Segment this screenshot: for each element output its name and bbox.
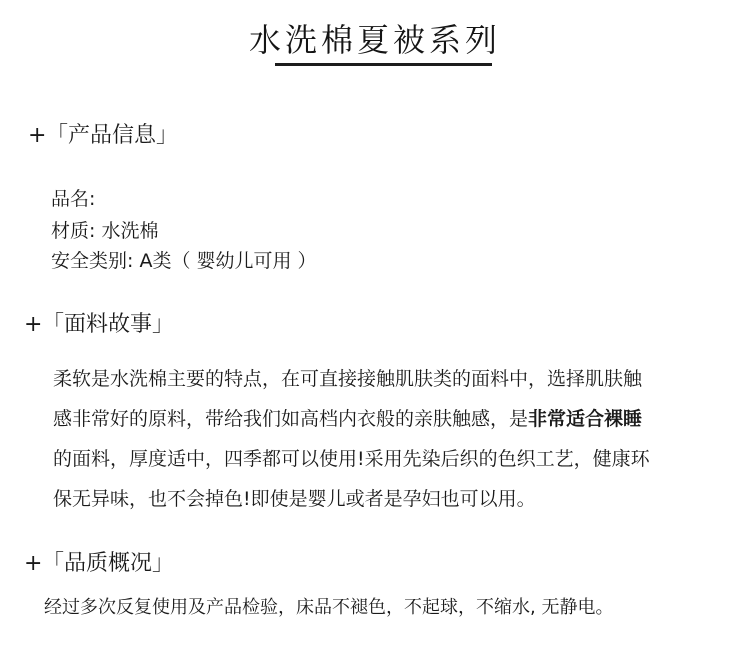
story-line bbox=[53, 399, 733, 439]
story-highlight: 非常适合裸睡 bbox=[528, 408, 643, 430]
page-title: 水洗棉夏被系列 bbox=[248, 21, 501, 59]
section-heading-fabric-story bbox=[24, 310, 174, 340]
story-text: 感非常好的原料，带给我们如高档内衣般的亲肤触感，是 bbox=[53, 408, 529, 430]
story-line: 柔软是水洗棉主要的特点，在可直接接触肌肤类的面料中，选择肌肤触 bbox=[53, 368, 643, 390]
plus-icon: + bbox=[28, 123, 47, 148]
safety-category-line: 安全类别: A类（ 婴幼儿可用 ） bbox=[51, 250, 317, 272]
story-line: 的面料，厚度适中，四季都可以使用!采用先染后织的色织工艺，健康环 bbox=[53, 448, 650, 470]
material-line: 材质: 水洗棉 bbox=[51, 220, 159, 242]
section-heading-quality bbox=[24, 549, 174, 579]
section-label: 「品质概况」 bbox=[42, 551, 175, 576]
section-heading-product-info bbox=[28, 121, 178, 151]
plus-icon: + bbox=[24, 312, 43, 337]
story-line: 保无异味，也不会掉色!即使是婴儿或者是孕妇也可以用。 bbox=[53, 488, 536, 510]
title-underline bbox=[275, 63, 492, 66]
quality-description: 经过多次反复使用及产品检验，床品不褪色，不起球，不缩水, 无静电。 bbox=[44, 597, 614, 618]
plus-icon: + bbox=[24, 551, 43, 576]
section-label: 「面料故事」 bbox=[42, 312, 175, 337]
section-label: 「产品信息」 bbox=[46, 123, 179, 148]
fabric-story-paragraph bbox=[53, 359, 733, 519]
product-name-line: 品名: bbox=[51, 188, 96, 210]
